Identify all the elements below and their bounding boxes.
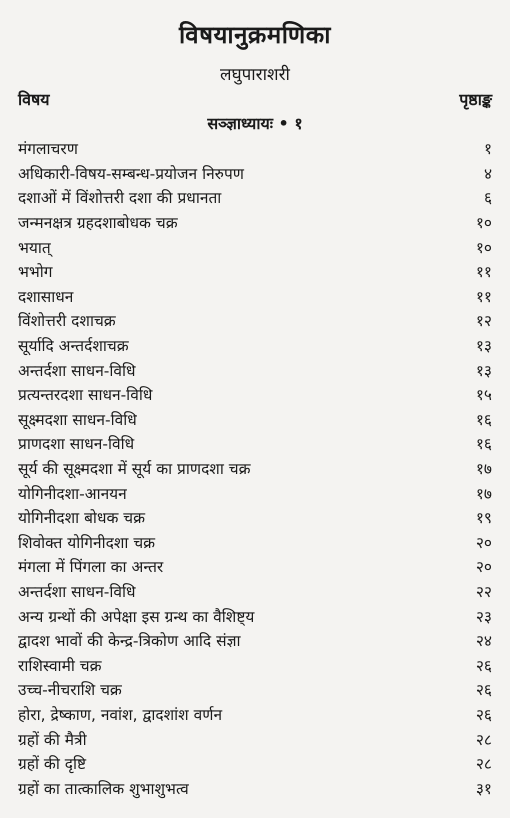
toc-entry (18, 775, 492, 800)
toc-entry (18, 603, 492, 628)
toc-entry (18, 579, 492, 604)
section-heading: सञ्ज्ञाध्यायः • १ (207, 114, 303, 133)
column-header-page: पृष्ठाङ्क (459, 90, 492, 109)
toc-entry-page: १५ (475, 386, 492, 405)
toc-entry-topic: दशासाधन (18, 287, 74, 306)
toc-entry-topic: विंशोत्तरी दशाचक्र (18, 312, 116, 331)
toc-entry (18, 702, 492, 727)
toc-entry (18, 431, 492, 456)
toc-entry (18, 308, 492, 333)
toc-entry (18, 210, 492, 235)
toc-entry (18, 407, 492, 432)
toc-entry-topic: जन्मनक्षत्र ग्रहदशाबोधक चक्र (18, 214, 178, 233)
toc-entry-page: ३१ (475, 779, 492, 798)
book-subtitle: लघुपाराशरी (220, 65, 290, 85)
toc-entry-page: २८ (475, 730, 492, 749)
toc-entry-page: २३ (475, 607, 492, 626)
column-header-subject: विषय (18, 90, 50, 109)
toc-entry-page: २४ (475, 632, 492, 651)
toc-entry (18, 726, 492, 751)
toc-entry-page: १६ (475, 410, 492, 429)
toc-entry (18, 505, 492, 530)
toc-entry-topic: सूर्यादि अन्तर्दशाचक्र (18, 337, 129, 356)
toc-entry-page: १७ (475, 484, 492, 503)
toc-entry-page: ६ (483, 189, 492, 208)
toc-entry (18, 333, 492, 358)
toc-entry-page: २० (475, 533, 492, 552)
toc-entry (18, 652, 492, 677)
toc-entry-topic: होरा, द्रेष्काण, नवांश, द्वादशांश वर्णन (18, 705, 223, 724)
toc-entry-topic: ग्रहों का तात्कालिक शुभाशुभत्व (18, 779, 189, 798)
toc-entry (18, 357, 492, 382)
toc-entry (18, 382, 492, 407)
toc-entry-page: १३ (475, 337, 492, 356)
toc-entry-page: १७ (475, 460, 492, 479)
toc-entry-page: २६ (475, 656, 492, 675)
toc-entry-topic: उच्च-नीचराशि चक्र (18, 681, 122, 700)
toc-entry-topic: दशाओं में विंशोत्तरी दशा की प्रधानता (18, 189, 222, 208)
toc-entry-topic: योगिनीदशा-आनयन (18, 484, 127, 503)
toc-entry-page: २२ (475, 582, 492, 601)
toc-entry-topic: अन्तर्दशा साधन-विधि (18, 361, 136, 380)
toc-entry-page: २६ (475, 681, 492, 700)
toc-entry-page: १९ (475, 509, 492, 528)
toc-entry (18, 259, 492, 284)
toc-entry-page: १३ (475, 361, 492, 380)
toc-entry-topic: अन्य ग्रन्थों की अपेक्षा इस ग्रन्थ का वैशिष्ट्य (18, 607, 255, 626)
toc-entry (18, 136, 492, 161)
toc-entry-topic: ग्रहों की मैत्री (18, 730, 87, 749)
toc-entry (18, 751, 492, 776)
toc-entry-page: १ (483, 140, 492, 159)
toc-entry-topic: अन्तर्दशा साधन-विधि (18, 582, 136, 601)
toc-entry-topic: प्रत्यन्तरदशा साधन-विधि (18, 386, 153, 405)
toc-entry-page: २६ (475, 705, 492, 724)
toc-entry (18, 456, 492, 481)
toc-entry-topic: द्वादश भावों की केन्द्र-त्रिकोण आदि संज्ञा (18, 632, 241, 651)
toc-entry (18, 284, 492, 309)
toc-entry (18, 677, 492, 702)
toc-entry-topic: मंगलाचरण (18, 140, 78, 159)
toc-entry (18, 530, 492, 555)
toc-entry (18, 234, 492, 259)
toc-entry-page: १० (475, 238, 492, 257)
toc-entry (18, 554, 492, 579)
page-title: विषयानुक्रमणिका (179, 21, 331, 49)
toc-entry (18, 628, 492, 653)
toc-entry-topic: सूर्य की सूक्ष्मदशा में सूर्य का प्राणदशा चक्र (18, 460, 251, 479)
toc-entry (18, 480, 492, 505)
toc-entry-topic: राशिस्वामी चक्र (18, 656, 102, 675)
toc-entry-page: १६ (475, 435, 492, 454)
toc-entry-topic: भभोग (18, 263, 53, 282)
toc-entry-page: २८ (475, 755, 492, 774)
toc-entry-topic: सूक्ष्मदशा साधन-विधि (18, 410, 137, 429)
toc-entry-topic: ग्रहों की दृष्टि (18, 755, 87, 774)
toc-entry-topic: शिवोक्त योगिनीदशा चक्र (18, 533, 156, 552)
toc-entry (18, 161, 492, 186)
toc-entry-page: १२ (475, 312, 492, 331)
toc-entry-page: १० (475, 214, 492, 233)
toc-entry-page: ११ (475, 263, 492, 282)
toc-entry-topic: अधिकारी-विषय-सम्बन्ध-प्रयोजन निरुपण (18, 164, 244, 183)
toc-entry-page: ४ (483, 164, 492, 183)
toc-entry (18, 185, 492, 210)
toc-entry-topic: मंगला में पिंगला का अन्तर (18, 558, 164, 577)
toc-list (18, 136, 492, 800)
toc-entry-topic: योगिनीदशा बोधक चक्र (18, 509, 146, 528)
toc-entry-page: ११ (475, 287, 492, 306)
toc-entry-topic: भयात् (18, 238, 51, 257)
toc-entry-page: २० (475, 558, 492, 577)
toc-entry-topic: प्राणदशा साधन-विधि (18, 435, 135, 454)
